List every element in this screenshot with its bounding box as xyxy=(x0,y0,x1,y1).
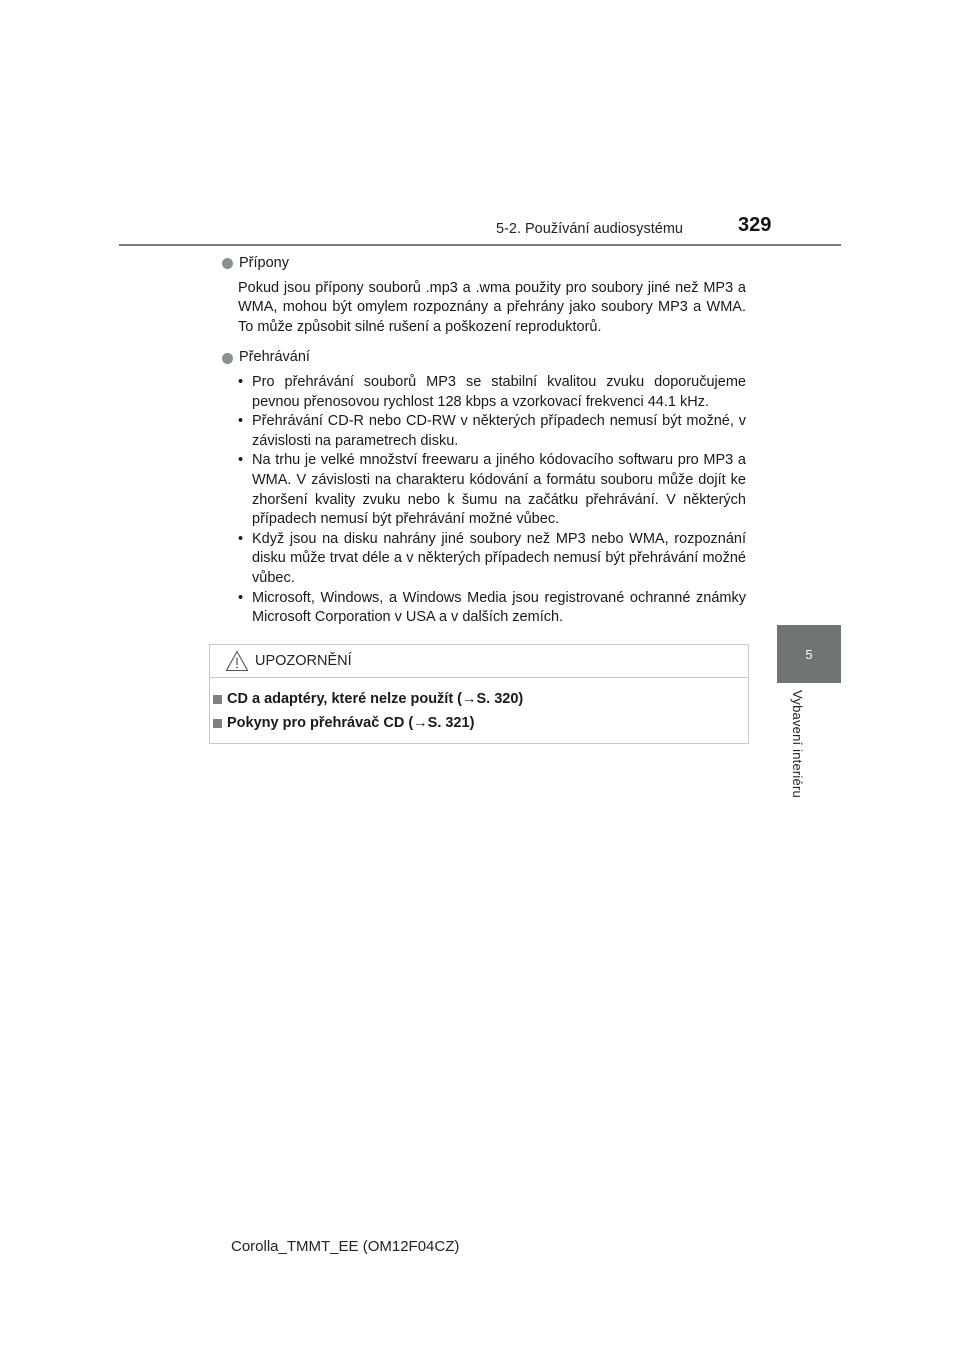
warning-header xyxy=(210,645,748,678)
square-bullet-icon xyxy=(213,695,222,704)
list-item: • Přehrávání CD-R nebo CD-RW v některých případech nemusí být možné, v závislosti na parametrech disku. xyxy=(238,412,746,451)
header-section-title: 5-2. Používání audiosystému xyxy=(496,221,683,237)
circle-bullet-icon xyxy=(222,353,233,364)
chapter-number: 5 xyxy=(805,646,813,662)
warning-item xyxy=(213,687,748,711)
warning-item-text: Pokyny pro přehrávač CD (→S. 321) xyxy=(227,715,475,731)
chapter-title: Vybavení interiéru xyxy=(790,690,805,798)
topic-heading xyxy=(222,348,746,368)
warning-item-text: CD a adaptéry, které nelze použít (→S. 320) xyxy=(227,691,524,707)
list-item: • Microsoft, Windows, a Windows Media jsou registrované ochranné známky Microsoft Corporation v USA a v dalších zemích. xyxy=(238,589,746,628)
header-divider xyxy=(119,244,841,246)
page-number: 329 xyxy=(738,214,772,236)
warning-triangle-icon xyxy=(225,650,249,672)
topic-title: Přípony xyxy=(239,255,289,271)
topic-heading xyxy=(222,254,746,274)
list-item: • Na trhu je velké množství freewaru a jiného kódovacího softwaru pro MP3 a WMA. V závislosti na charakteru kódování a formátu souboru může dojít ke zhoršení kvality zvuku nebo k šumu na začátku přehrávání. V některých případech nemusí být přehrávání možné vůbec. xyxy=(238,451,746,529)
list-item: • Pro přehrávání souborů MP3 se stabilní kvalitou zvuku doporučujeme pevnou přenosovou rychlost 128 kbps a vzorkovací frekvenci 44.1 kHz. xyxy=(238,373,746,412)
page-content xyxy=(222,254,746,628)
bullet-list xyxy=(238,373,746,628)
warning-item xyxy=(213,711,748,735)
warning-title: UPOZORNĚNÍ xyxy=(255,653,352,669)
warning-box xyxy=(209,644,749,744)
list-item: • Když jsou na disku nahrány jiné soubory než MP3 nebo WMA, rozpoznání disku může trvat déle a v některých případech nemusí být přehrávání možné vůbec. xyxy=(238,530,746,589)
circle-bullet-icon xyxy=(222,258,233,269)
topic-title: Přehrávání xyxy=(239,349,310,366)
footer-document-code: Corolla_TMMT_EE (OM12F04CZ) xyxy=(231,1238,460,1255)
topic-paragraph: Pokud jsou přípony souborů .mp3 a .wma použity pro soubory jiné než MP3 a WMA, mohou být omylem rozpoznány a přehrány jako soubory MP3 a WMA. To může způsobit silné rušení a poškození reproduktorů. xyxy=(238,279,746,335)
warning-body xyxy=(210,678,748,735)
square-bullet-icon xyxy=(213,719,222,728)
chapter-tab xyxy=(777,625,841,683)
